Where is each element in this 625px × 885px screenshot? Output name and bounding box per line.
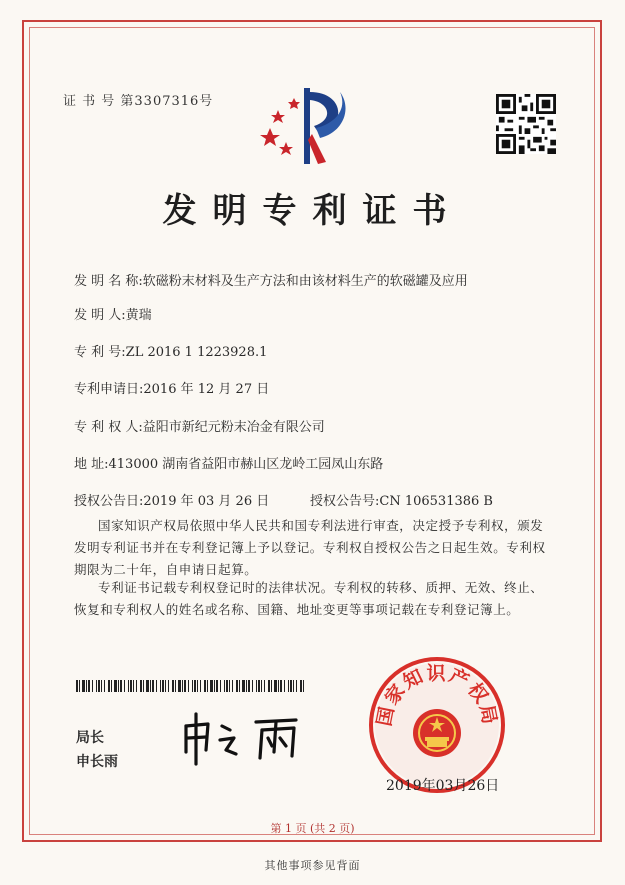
page-number: 第 1 页 (共 2 页) [270,822,355,835]
patentee-label: 专 利 权 人: [74,420,143,435]
patent-number-label: 专 利 号: [74,345,126,360]
paragraph-legal-status: 专利证书记载专利权登记时的法律状况。专利权的转移、质押、无效、终止、恢复和专利权人的姓名或名称、国籍、地址变更等事项记载在专利登记簿上。 [74,580,544,617]
director-title: 局长 [76,730,104,746]
svg-text:国家知识产权局: 国家知识产权局 [373,662,501,728]
address-row [74,453,383,472]
patentee-row [74,416,325,435]
invention-name-row [74,270,468,289]
patent-number-value: ZL 2016 1 1223928.1 [125,345,268,360]
seal-date: 2019年03月26日 [386,778,500,794]
official-seal [367,655,507,795]
document-title: 发明专利证书 [162,191,463,231]
inventor-value: 黄瑞 [125,308,152,323]
grant-number-row [310,490,493,509]
paragraph-grant-statement: 国家知识产权局依照中华人民共和国专利法进行审查，决定授予专利权，颁发发明专利证书并在专利登记簿上予以登记。专利权自授权公告之日起生效。专利权期限为二十年，自申请日起算。 [74,518,546,577]
address-value: 413000 湖南省益阳市赫山区龙岭工园凤山东路 [108,457,384,472]
handwritten-signature [176,708,316,768]
grant-number-label: 授权公告号: [310,494,380,509]
invention-name-value: 软磁粉末材料及生产方法和由该材料生产的软磁罐及应用 [142,274,468,289]
filing-date-label: 专利申请日: [74,382,144,397]
director-name: 申长雨 [76,754,118,770]
patent-number-row [74,341,267,360]
grant-date-row [74,490,269,509]
grant-number-value: CN 106531386 B [379,494,493,509]
cnipa-logo-icon [256,80,356,170]
national-emblem-icon [413,709,461,757]
qr-code-icon [496,94,556,154]
inventor-label: 发 明 人: [74,308,126,323]
invention-name-label: 发 明 名 称: [74,274,143,289]
grant-date-value: 2019 年 03 月 26 日 [143,494,270,509]
certificate-number: 证 书 号 第3307316号 [63,94,214,109]
filing-date-value: 2016 年 12 月 27 日 [143,382,270,397]
grant-date-label: 授权公告日: [74,494,144,509]
patentee-value: 益阳市新纪元粉末冶金有限公司 [142,420,325,435]
filing-date-row [74,378,269,397]
address-label: 地 址: [74,457,109,472]
footer-note: 其他事项参见背面 [264,859,361,872]
barcode-icon [76,680,304,692]
inventor-row [74,304,152,323]
